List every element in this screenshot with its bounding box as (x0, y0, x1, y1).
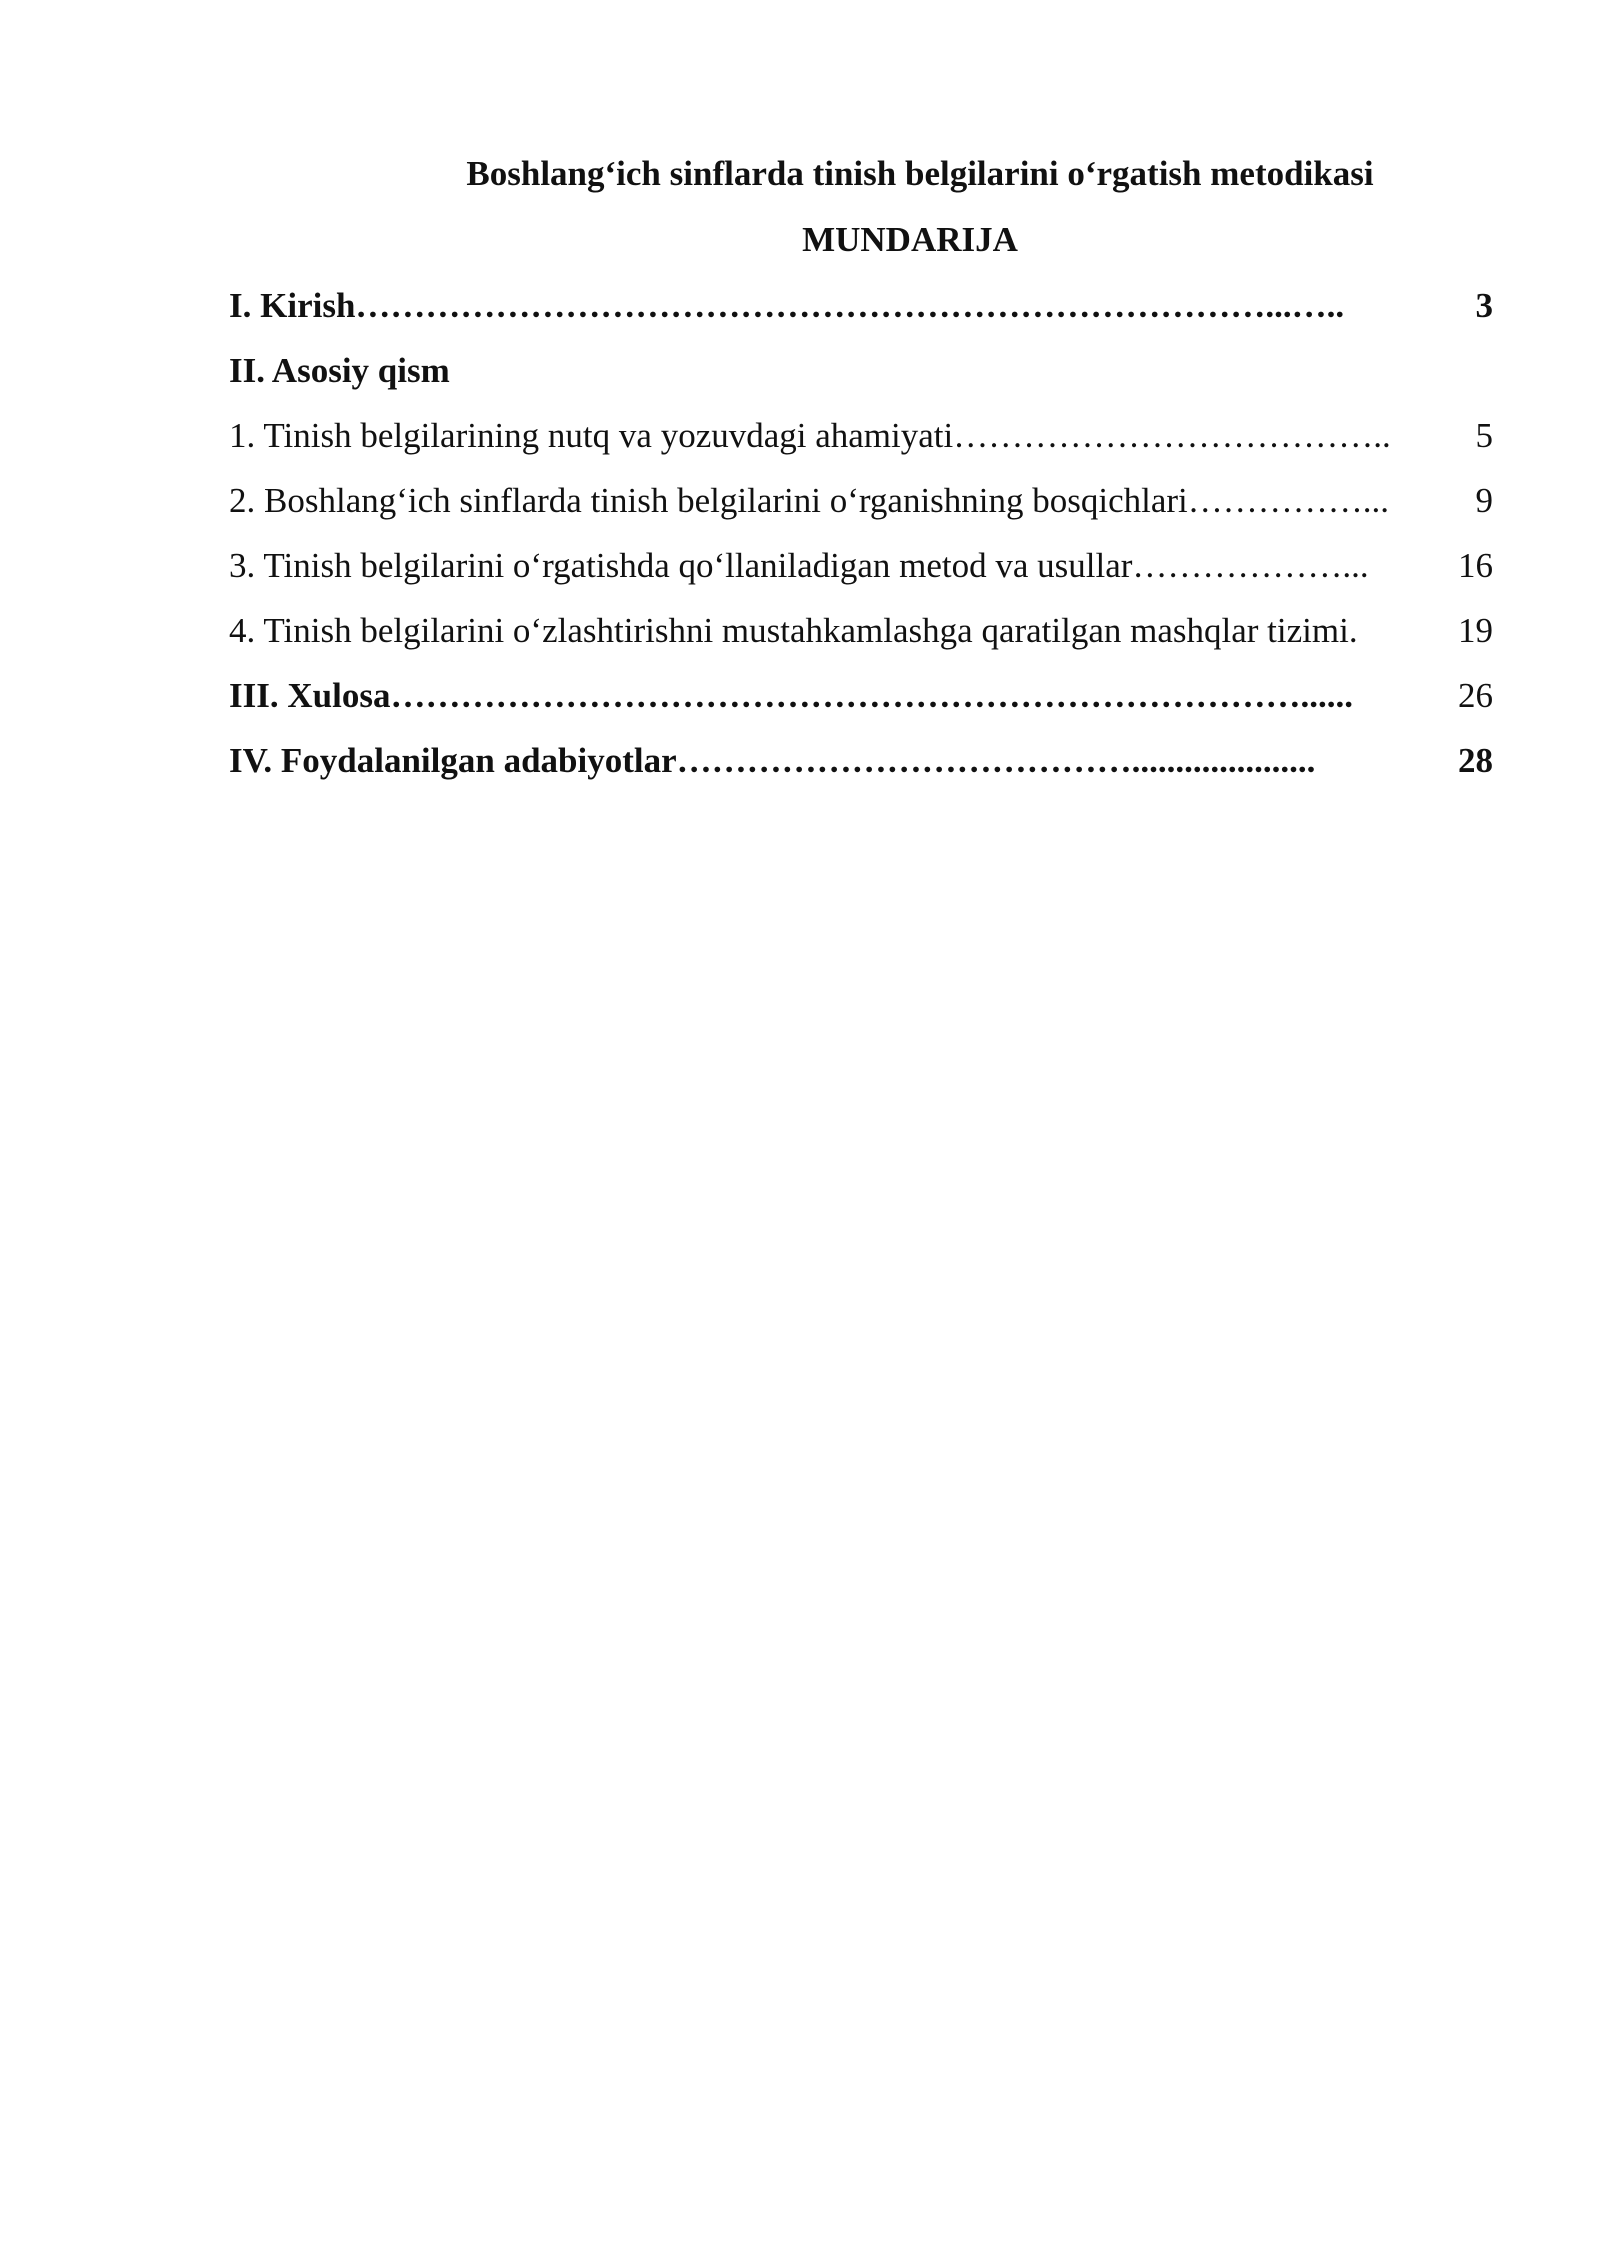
toc-entry-section-1[interactable] (229, 410, 1493, 475)
document-title: Boshlang‘ich sinflarda tinish belgilarini o‘rgatish metodikasi (466, 154, 1374, 193)
toc-entry-label: 2. Boshlang‘ich sinflarda tinish belgilarini o‘rganishning bosqichlari……………... (229, 481, 1390, 520)
toc-page-number: 16 (1458, 546, 1493, 585)
toc-entry-section-2[interactable] (229, 475, 1493, 540)
toc-entry-label: II. Asosiy qism (229, 351, 450, 390)
toc-entry-references[interactable] (229, 735, 1493, 800)
toc-entry-label: 4. Tinish belgilarini o‘zlashtirishni mustahkamlashga qaratilgan mashqlar tizimi. (229, 611, 1358, 650)
toc-page-number: 28 (1458, 741, 1493, 780)
toc-page-number: 5 (1475, 416, 1493, 455)
toc-page-number: 3 (1475, 286, 1493, 325)
toc-entry-conclusion[interactable] (229, 670, 1493, 735)
toc-heading: MUNDARIJA (802, 220, 1018, 259)
toc-page-number: 9 (1475, 481, 1493, 520)
toc-entry-section-3[interactable] (229, 540, 1493, 605)
toc-entry-label: 3. Tinish belgilarini o‘rgatishda qo‘llaniladigan metod va usullar………………... (229, 546, 1369, 585)
toc-page-number: 26 (1458, 676, 1493, 715)
toc-page-number: 19 (1458, 611, 1493, 650)
toc-entry-label: III. Xulosa……………………………………………………………………...... (229, 676, 1353, 715)
toc-entry-label: 1. Tinish belgilarining nutq va yozuvdagi ahamiyati……………………………….. (229, 416, 1391, 455)
toc-entry-label: I. Kirish……………………………………………………………………...….. (229, 286, 1345, 325)
table-of-contents (229, 280, 1493, 800)
toc-entry-label: IV. Foydalanilgan adabiyotlar…………………………………..................... (229, 741, 1316, 780)
toc-entry-introduction[interactable] (229, 280, 1493, 345)
toc-entry-section-4[interactable] (229, 605, 1493, 670)
toc-entry-main-part[interactable] (229, 345, 1493, 410)
